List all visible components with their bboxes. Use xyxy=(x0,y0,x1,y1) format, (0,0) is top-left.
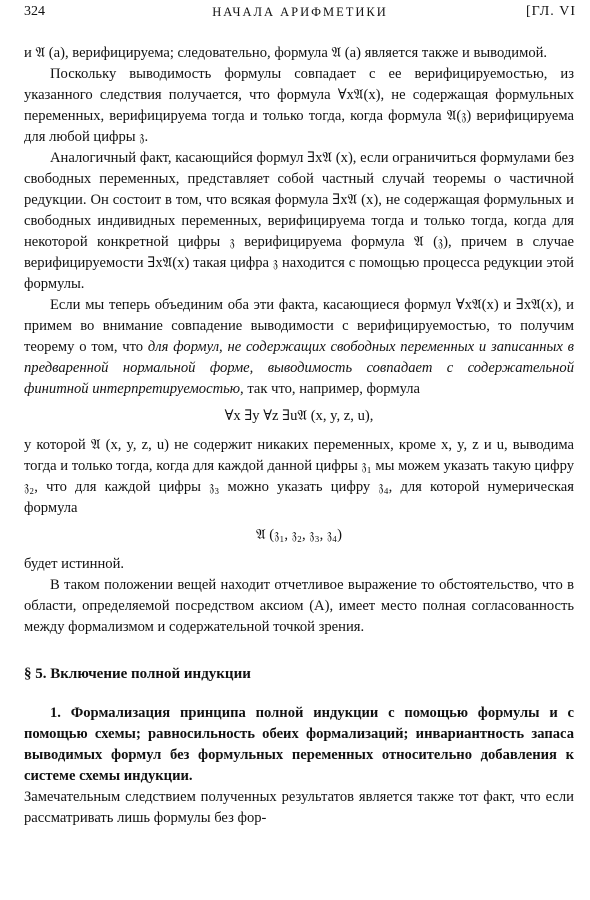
theorem-statement: для формул, не содержащих свободных переменных и записанных в предваренной нормальной форме, выводимость совпадает с содержательной финитной интерпретируемостью xyxy=(24,339,574,397)
subsection-heading: 1. Формализация принципа полной индукции с помощью формулы и с помощью схемы; равносильность обеих формализаций; инвариантность запаса выводимых формул без формульных переменных относительно добавления к системе схемы индукции. xyxy=(24,705,574,784)
page-number: 324 xyxy=(24,4,45,19)
display-formula: ∀x ∃y ∀z ∃u𝔄 (x, y, z, u), xyxy=(224,408,374,424)
section-heading: § 5. Включение полной индукции xyxy=(24,666,251,682)
chapter-label: [ГЛ. VI xyxy=(526,4,576,19)
paragraph: Поскольку выводимость формулы совпадает с ее верифицируемостью, из указанного следствия получается, что формула ∀x𝔄(x), не содержащая формульных переменных, верифицируема тогда и только тогда, когда формула 𝔄(𝔷) верифицируема для любой цифры 𝔷. xyxy=(24,66,574,145)
page-body xyxy=(24,43,574,829)
running-title: НАЧАЛА АРИФМЕТИКИ xyxy=(212,5,388,19)
paragraph-text: Если мы теперь объединим оба эти факта, касающиеся формул ∀x𝔄(x) и ∃x𝔄(x), и примем во внимание совпадение выводимости с верифицируемостью, то получим теорему о том, что xyxy=(24,297,574,355)
display-formula: 𝔄 (𝔷₁, 𝔷₂, 𝔷₃, 𝔷₄) xyxy=(255,527,342,543)
paragraph-text: , так что, например, формула xyxy=(240,381,421,397)
paragraph xyxy=(24,295,574,400)
paragraph: Аналогичный факт, касающийся формул ∃x𝔄 (x), если ограничиться формулами без свободных переменных, представляет собой частный случай теоремы о частичной редукции. Он состоит в том, что всякая формула ∃x𝔄 (x), не содержащая формульных и свободных индивидных переменных, верифицируема тогда и только тогда, когда для некоторой конкретной цифры 𝔷 верифицируема формула 𝔄 (𝔷), причем в случае верифицируемости ∃x𝔄(x) такая цифра 𝔷 находится с помощью процесса редукции этой формулы. xyxy=(24,150,574,292)
paragraph: Замечательным следствием полученных результатов является также тот факт, что если рассматривать лишь формулы без фор- xyxy=(24,789,574,826)
paragraph: В таком положении вещей находит отчетливое выражение то обстоятельство, что в области, определяемой посредством аксиом (A), имеет место полная согласованность между формализмом и содержательной точкой зрения. xyxy=(24,577,574,635)
page-header xyxy=(24,4,576,24)
paragraph: будет истинной. xyxy=(24,556,125,572)
paragraph: у которой 𝔄 (x, y, z, u) не содержит никаких переменных, кроме x, y, z и u, выводима тогда и только тогда, когда для каждой данной цифры 𝔷₁ мы можем указать такую цифру 𝔷₂, что для каждой цифры 𝔷₃ можно указать цифру 𝔷₄, для которой нумерическая формула xyxy=(24,437,574,516)
paragraph: и 𝔄 (a), верифицируема; следовательно, формула 𝔄 (a) является также и выводимой. xyxy=(24,45,548,61)
